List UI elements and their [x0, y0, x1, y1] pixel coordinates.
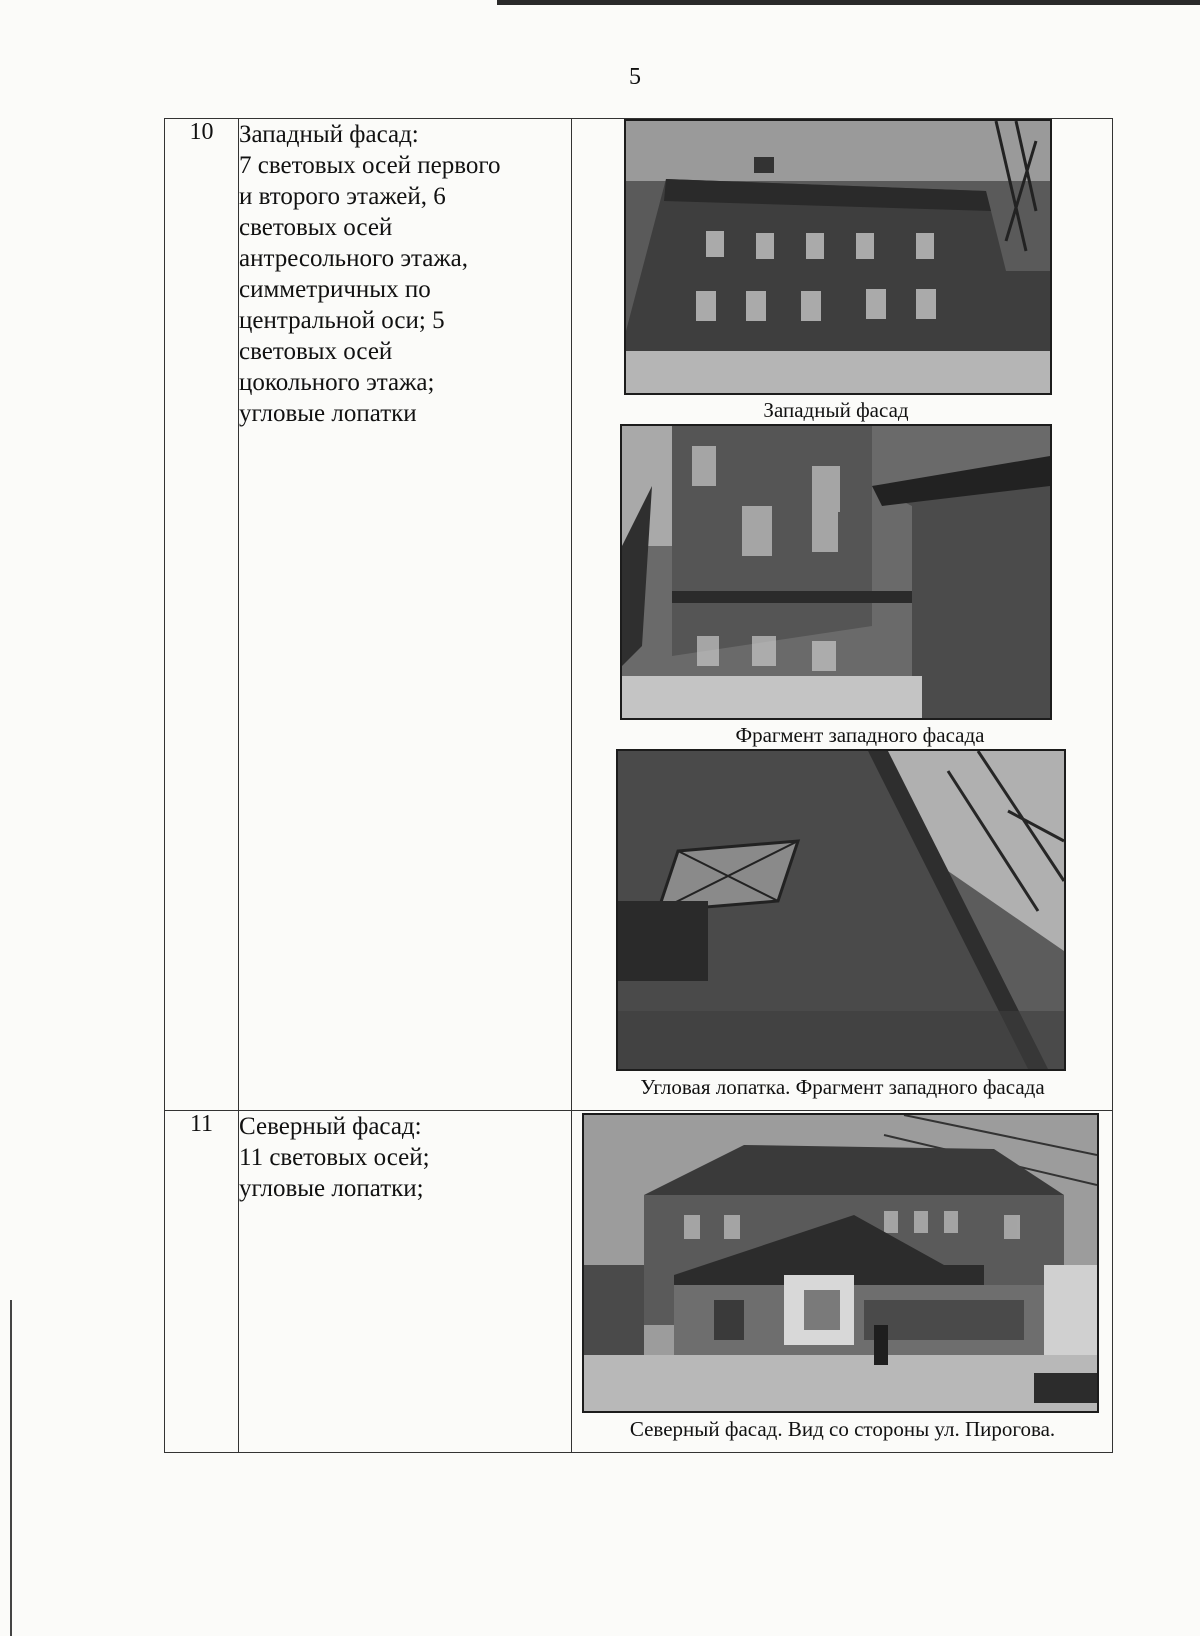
- description-line: Северный фасад:: [239, 1113, 422, 1140]
- photo-caption: Северный фасад. Вид со стороны ул. Пирогова.: [629, 1417, 1056, 1441]
- row-description: [239, 1111, 572, 1453]
- photo-cell: [572, 119, 1113, 1111]
- photo-north-facade: [582, 1113, 1099, 1413]
- photo-cell: [572, 1111, 1113, 1453]
- top-rule: [497, 0, 1200, 5]
- description-line: и второго этажей, 6: [239, 183, 446, 210]
- photo-west-facade-fragment: [620, 424, 1052, 720]
- facade-table: [164, 118, 1113, 1453]
- photo-caption: Фрагмент западного фасада: [735, 723, 985, 747]
- row-number: 11: [165, 1111, 239, 1453]
- margin-line: [10, 1300, 12, 1636]
- description-line: световых осей: [239, 338, 393, 365]
- description-line: центральной оси; 5: [239, 307, 445, 334]
- description-line: антресольного этажа,: [239, 245, 469, 272]
- description-line: цокольного этажа;: [239, 369, 435, 396]
- description-line: Западный фасад:: [239, 121, 419, 148]
- photo-caption: Угловая лопатка. Фрагмент западного фасада: [640, 1075, 1045, 1099]
- table-row: [165, 119, 1113, 1111]
- description-line: угловые лопатки: [239, 400, 417, 427]
- photo-caption: Западный фасад: [763, 398, 909, 422]
- row-number: 10: [165, 119, 239, 1111]
- description-line: 7 световых осей первого: [239, 152, 501, 179]
- photo-west-facade: [624, 119, 1052, 395]
- page-number: 5: [629, 64, 641, 90]
- row-description: [239, 119, 572, 1111]
- description-line: 11 световых осей;: [239, 1144, 430, 1171]
- photo-corner-pilaster: [616, 749, 1066, 1071]
- description-line: угловые лопатки;: [239, 1175, 424, 1202]
- description-line: симметричных по: [239, 276, 431, 303]
- table-row: [165, 1111, 1113, 1453]
- description-line: световых осей: [239, 214, 393, 241]
